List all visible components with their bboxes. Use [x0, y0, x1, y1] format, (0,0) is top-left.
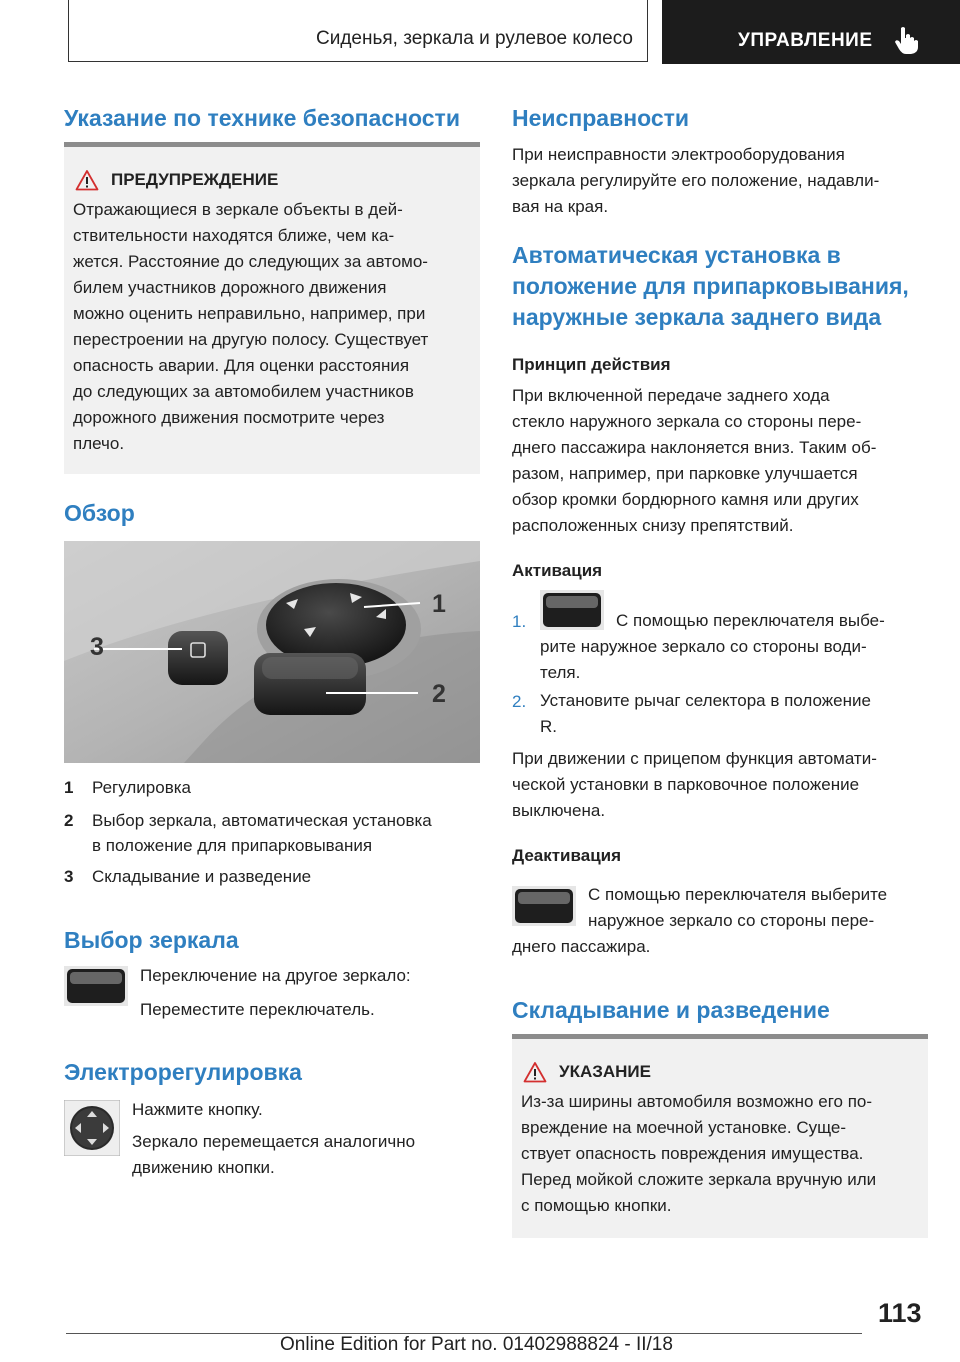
mirror-selector-switch-icon: [512, 886, 576, 926]
page-number: 113: [878, 1298, 922, 1328]
trailer-note: [512, 746, 928, 866]
callout-2: 2: [432, 680, 446, 708]
overview-heading-wrap: [64, 498, 480, 529]
mirror-select-line: Переключение на другое зеркало:: [140, 966, 411, 985]
mirror-select-heading-wrap: [64, 925, 480, 956]
auto-park-heading: наружные зеркала заднего вида: [512, 304, 882, 330]
notice-line: Из-за ширины автомобиля возможно его по-: [521, 1092, 873, 1111]
auto-park-heading: положение для припарковывания,: [512, 273, 909, 299]
electro-line: Нажмите кнопку.: [132, 1100, 263, 1119]
warning-triangle-icon: [75, 169, 99, 191]
warning-line: перестроении на другую полосу. Существует: [73, 330, 429, 349]
warning-line: дорожного движения посмотрите через: [73, 408, 385, 427]
deactivation-line: днего пассажира.: [512, 937, 651, 956]
step-line: Установите рычаг селектора в положение: [540, 691, 871, 710]
warning-line: можно оценить неправильно, например, при: [73, 304, 426, 323]
warning-line: плечо.: [73, 434, 125, 453]
warning-box: [64, 142, 480, 474]
warning-line: до следующих за автомобилем участников: [73, 382, 414, 401]
callout-1: 1: [432, 590, 446, 618]
warning-line: ствительности находятся ближе, чем ка-: [73, 226, 395, 245]
mirror-selector-switch-icon: [540, 590, 604, 630]
header-section-tab: [68, 0, 648, 62]
principle-line: обзор кромки бордюрного камня или других: [512, 490, 859, 509]
deactivation-line: наружное зеркало со стороны пере-: [588, 911, 875, 930]
mirror-selector-switch-icon: [64, 966, 128, 1006]
notice-line: ствует опасность повреждения имущества.: [521, 1144, 864, 1163]
principle-line: стекло наружного зеркала со стороны пере-: [512, 412, 862, 431]
principle-line: расположенных снизу препятствий.: [512, 516, 794, 535]
principle-line: разом, например, при парковке улучшается: [512, 464, 858, 483]
mirror-switch-photo: [64, 541, 480, 763]
fold-heading-wrap: [512, 995, 928, 1026]
safety-heading: Указание по технике безопасности: [64, 105, 460, 131]
notice-line: вреждение на моечной установке. Суще-: [521, 1118, 847, 1137]
legend-text: Складывание и разведение: [92, 867, 312, 886]
step-line: С помощью переключателя выбе-: [616, 611, 885, 630]
mirror-select-line: Переместите переключатель.: [140, 1000, 375, 1019]
trailer-line: ческой установки в парковочное положение: [512, 775, 860, 794]
deactivation-heading: Деактивация: [512, 846, 622, 865]
legend-item: [64, 864, 480, 890]
principle-heading: Принцип действия: [512, 355, 671, 374]
deactivation-line: С помощью переключателя выберите: [588, 885, 888, 904]
electro-line: Зеркало перемещается аналогично: [132, 1132, 416, 1151]
notice-box: [512, 1034, 928, 1238]
notice-title: УКАЗАНИЕ: [559, 1062, 651, 1081]
trailer-line: выключена.: [512, 801, 606, 820]
callout-3: 3: [90, 633, 104, 661]
left-column: [64, 103, 480, 134]
activation-heading: Активация: [512, 561, 603, 580]
legend-text: Регулировка: [92, 778, 191, 797]
warning-title-row: [75, 169, 471, 191]
legend-num: 3: [64, 867, 74, 886]
header-section-title: Сиденья, зеркала и рулевое колесо: [316, 28, 633, 49]
adjust-button-icon: [64, 1100, 120, 1156]
notice-line: с помощью кнопки.: [521, 1196, 672, 1215]
legend-num: 1: [64, 778, 74, 797]
legend-text: в положение для припарковывания: [92, 836, 373, 855]
principle-line: При включенной передаче заднего хода: [512, 386, 830, 405]
faults-line: зеркала регулируйте его положение, надавли-: [512, 171, 880, 190]
faults-line: вая на края.: [512, 197, 609, 216]
electro-heading-wrap: [64, 1057, 480, 1088]
warning-line: жется. Расстояние до следующих за автомо-: [73, 252, 428, 271]
legend-text: Выбор зеркала, автоматическая установка: [92, 811, 432, 830]
fold-heading: Складывание и разведение: [512, 997, 830, 1023]
warning-title: ПРЕДУПРЕЖДЕНИЕ: [111, 170, 279, 189]
hand-pointer-icon: [892, 24, 922, 54]
legend-num: 2: [64, 811, 74, 830]
edition-text: Online Edition for Part no. 01402988824 - II/18: [280, 1334, 673, 1355]
overview-heading: Обзор: [64, 500, 135, 526]
trailer-line: При движении с прицепом функция автомати-: [512, 749, 877, 768]
step-line: R.: [540, 717, 557, 736]
notice-line: Перед мойкой сложите зеркала вручную или: [521, 1170, 877, 1189]
warning-triangle-icon: [523, 1061, 547, 1083]
electro-heading: Электрорегулировка: [64, 1059, 302, 1085]
principle-line: днего пассажира наклоняется вниз. Таким об-: [512, 438, 877, 457]
header-chapter-tab: [662, 0, 960, 64]
warning-line: билем участников дорожного движения: [73, 278, 387, 297]
warning-line: опасность аварии. Для оценки расстояния: [73, 356, 410, 375]
notice-title-row: [523, 1061, 919, 1083]
step-line: рите наружное зеркало со стороны води-: [540, 637, 867, 656]
legend-item: [64, 808, 480, 860]
electro-line: движению кнопки.: [132, 1158, 275, 1177]
header-chapter-label: УПРАВЛЕНИЕ: [738, 30, 873, 51]
faults-heading: Неисправности: [512, 105, 690, 131]
right-column: [512, 103, 928, 581]
faults-line: При неисправности электрооборудования: [512, 145, 845, 164]
step-number: 2.: [512, 692, 527, 711]
step-line: теля.: [540, 663, 581, 682]
warning-line: Отражающиеся в зеркале объекты в дей-: [73, 200, 403, 219]
mirror-select-heading: Выбор зеркала: [64, 927, 239, 953]
legend-item: [64, 775, 480, 801]
auto-park-heading: Автоматическая установка в: [512, 242, 841, 268]
step-number: 1.: [512, 612, 527, 631]
